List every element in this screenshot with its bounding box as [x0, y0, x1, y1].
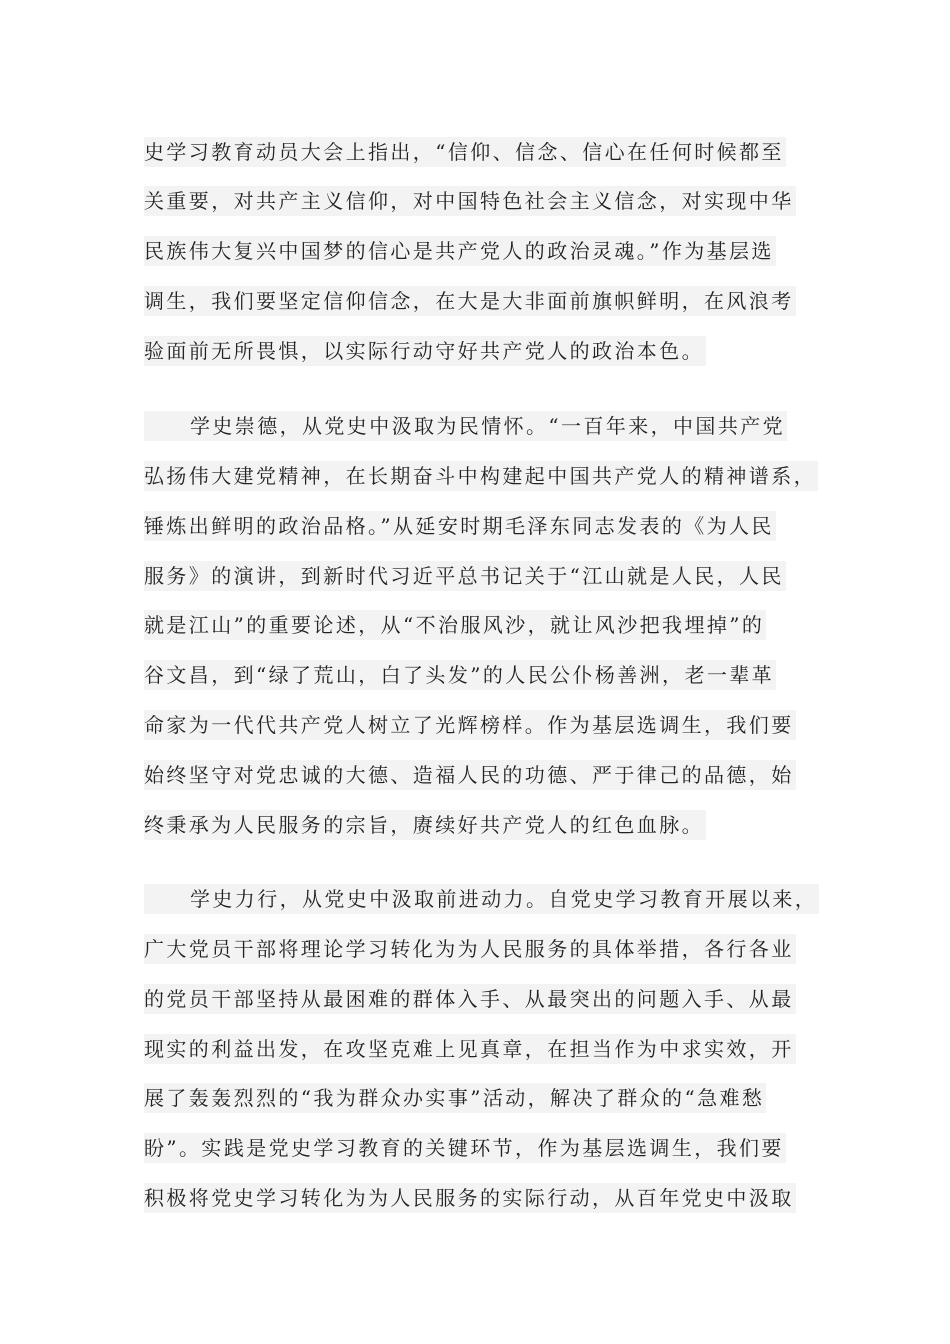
paragraph-2-line-4: 服务》的演讲，到新时代习近平总书记关于“江山就是人民，人民	[144, 561, 786, 591]
paragraph-1-line-4: 调生，我们要坚定信仰信念，在大是大非面前旗帜鲜明，在风浪考	[144, 286, 796, 316]
paragraph-1-line-2: 关重要，对共产主义信仰，对中国特色社会主义信念，对实现中华	[144, 186, 796, 216]
paragraph-3-line-7: 积极将党史学习转化为为人民服务的实际行动，从百年党史中汲取	[144, 1183, 796, 1213]
paragraph-2-line-7: 命家为一代代共产党人树立了光辉榜样。作为基层选调生，我们要	[144, 710, 796, 740]
paragraph-2-line-1: 学史崇德，从党史中汲取为民情怀。“一百年来，中国共产党	[144, 411, 787, 441]
paragraph-3-line-3: 的党员干部坚持从最困难的群体入手、从最突出的问题入手、从最	[144, 984, 796, 1014]
paragraph-2-line-8: 始终坚守对党忠诚的大德、造福人民的功德、严于律己的品德，始	[144, 760, 796, 790]
paragraph-2-line-2: 弘扬伟大建党精神，在长期奋斗中构建起中国共产党人的精神谱系，	[144, 461, 818, 491]
paragraph-3-line-5: 展了轰轰烈烈的“我为群众办实事”活动，解决了群众的“急难愁	[144, 1083, 766, 1113]
paragraph-3-line-1: 学史力行，从党史中汲取前进动力。自党史学习教育开展以来，	[144, 884, 819, 914]
paragraph-1-line-5: 验面前无所畏惧，以实际行动守好共产党人的政治本色。	[144, 336, 706, 366]
paragraph-2-line-3: 锤炼出鲜明的政治品格。”从延安时期毛泽东同志发表的《为人民	[144, 511, 776, 541]
paragraph-3-line-6: 盼”。实践是党史学习教育的关键环节，作为基层选调生，我们要	[144, 1133, 786, 1163]
paragraph-3-line-4: 现实的利益出发，在攻坚克难上见真章，在担当作为中求实效，开	[144, 1034, 796, 1064]
paragraph-2-line-5: 就是江山”的重要论述，从“不治服风沙，就让风沙把我埋掉”的	[144, 610, 766, 640]
paragraph-3-line-2: 广大党员干部将理论学习转化为为人民服务的具体举措，各行各业	[144, 934, 796, 964]
paragraph-1-line-1: 史学习教育动员大会上指出，“信仰、信念、信心在任何时候都至	[144, 137, 786, 167]
paragraph-2-line-6: 谷文昌，到“绿了荒山，白了头发”的人民公仆杨善洲，老一辈革	[144, 660, 776, 690]
paragraph-2-line-9: 终秉承为人民服务的宗旨，赓续好共产党人的红色血脉。	[144, 810, 706, 840]
paragraph-1-line-3: 民族伟大复兴中国梦的信心是共产党人的政治灵魂。”作为基层选	[144, 236, 776, 266]
